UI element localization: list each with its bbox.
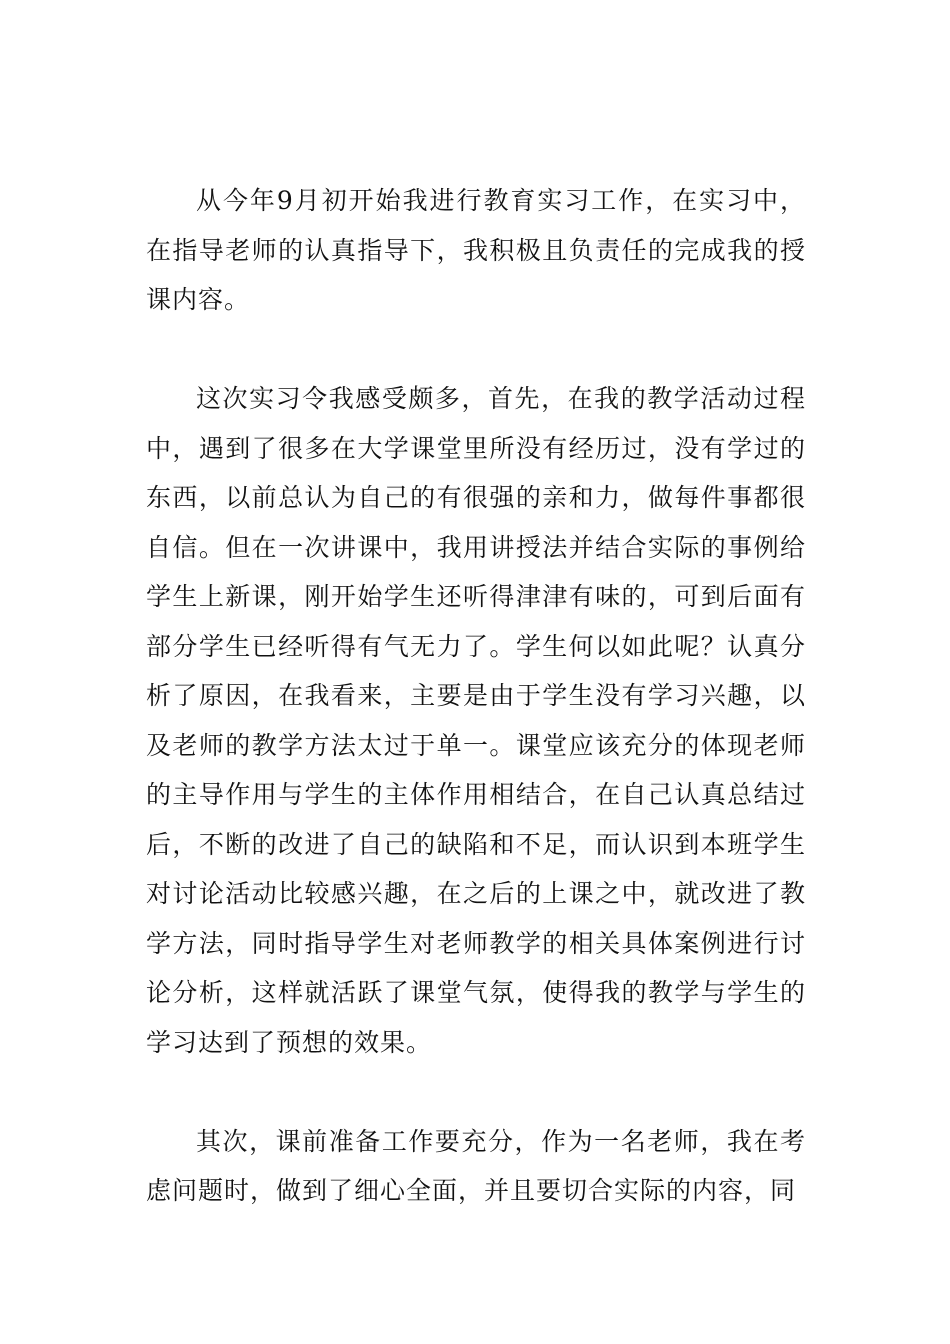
paragraph-2: 这次实习令我感受颇多，首先，在我的教学活动过程中，遇到了很多在大学课堂里所没有经历过，没有学过的东西，以前总认为自己的有很强的亲和力，做每件事都很自信。但在一次讲课中，我用讲授法并结合实际的事例给学生上新课，刚开始学生还听得津津有味的，可到后面有部分学生已经听得有气无力了。学生何以如此呢？认真分析了原因，在我看来，主要是由于学生没有学习兴趣，以及老师的教学方法太过于单一。课堂应该充分的体现老师的主导作用与学生的主体作用相结合，在自己认真总结过后，不断的改进了自己的缺陷和不足，而认识到本班学生对讨论活动比较感兴趣，在之后的上课之中，就改进了教学方法，同时指导学生对老师教学的相关具体案例进行讨论分析，这样就活跃了课堂气氛，使得我的教学与学生的学习达到了预想的效果。 — [146, 384, 806, 1057]
document-body — [146, 176, 806, 1216]
paragraph-1: 从今年9月初开始我进行教育实习工作，在实习中，在指导老师的认真指导下，我积极且负责任的完成我的授课内容。 — [146, 186, 806, 314]
paragraph-spacer — [146, 1067, 806, 1117]
paragraph-3: 其次，课前准备工作要充分，作为一名老师，我在考虑问题时，做到了细心全面，并且要切合实际的内容，同 — [146, 1126, 806, 1205]
paragraph-spacer — [146, 325, 806, 375]
